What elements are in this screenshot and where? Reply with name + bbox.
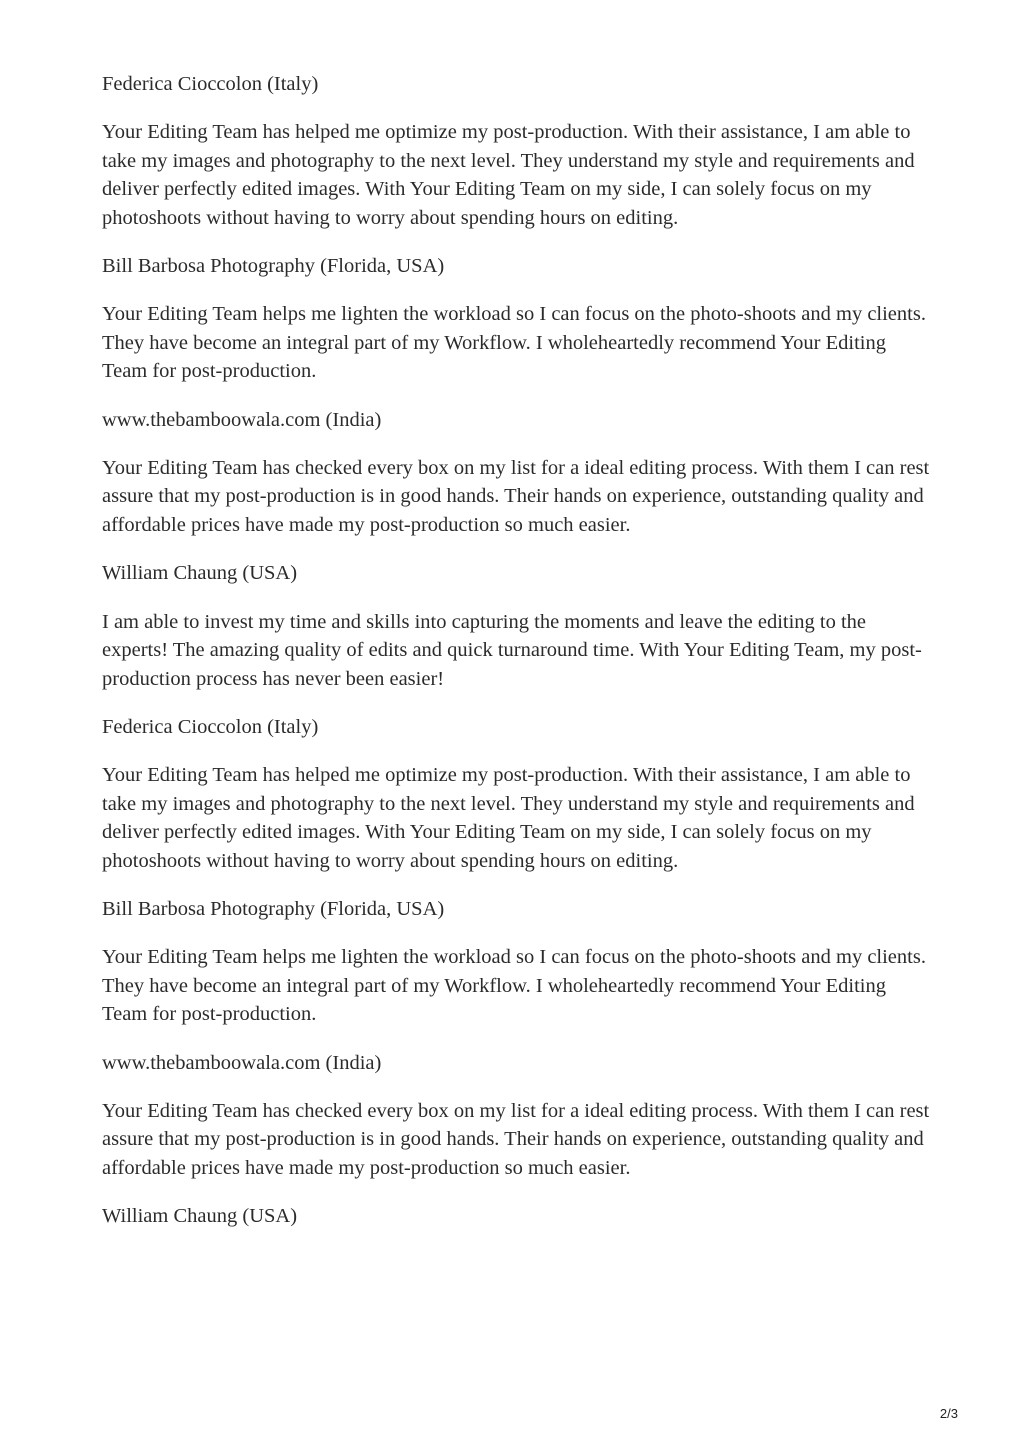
testimonial	[102, 559, 932, 693]
testimonial	[102, 70, 932, 232]
testimonial	[102, 713, 932, 875]
testimonial-quote: Your Editing Team helps me lighten the workload so I can focus on the photo-shoots and my clients. They have become an integral part of my Workflow. I wholeheartedly recommend Your Editing Team for post-production.	[102, 303, 926, 383]
testimonial-author: www.thebamboowala.com (India)	[102, 408, 382, 431]
testimonial	[102, 895, 932, 1029]
testimonial-quote: Your Editing Team has helped me optimize my post-production. With their assistance, I am able to take my images and photography to the next level. They understand my style and requirements and deliver perfectly edited images. With Your Editing Team on my side, I can solely focus on my photoshoots without having to worry about spending hours on editing.	[102, 121, 915, 229]
testimonial-author: Federica Cioccolon (Italy)	[102, 715, 319, 738]
testimonial-quote: Your Editing Team helps me lighten the workload so I can focus on the photo-shoots and my clients. They have become an integral part of my Workflow. I wholeheartedly recommend Your Editing Team for post-production.	[102, 946, 926, 1026]
testimonial-author: Bill Barbosa Photography (Florida, USA)	[102, 255, 445, 278]
testimonial	[102, 1202, 932, 1230]
testimonial-author: Federica Cioccolon (Italy)	[102, 73, 319, 95]
testimonial-author: William Chaung (USA)	[102, 562, 298, 585]
document-page	[102, 70, 932, 1251]
page-number: 2/3	[939, 1406, 958, 1421]
testimonial	[102, 406, 932, 540]
testimonial	[102, 252, 932, 386]
testimonial-author: Bill Barbosa Photography (Florida, USA)	[102, 897, 445, 920]
testimonial	[102, 1049, 932, 1183]
testimonial-author: www.thebamboowala.com (India)	[102, 1051, 382, 1074]
testimonial-quote: Your Editing Team has checked every box on my list for a ideal editing process. With them I can rest assure that my post-production is in good hands. Their hands on experience, outstanding quality and affordable prices have made my post-production so much easier.	[102, 1099, 930, 1179]
testimonial-quote: Your Editing Team has helped me optimize my post-production. With their assistance, I am able to take my images and photography to the next level. They understand my style and requirements and deliver perfectly edited images. With Your Editing Team on my side, I can solely focus on my photoshoots without having to worry about spending hours on editing.	[102, 764, 915, 872]
testimonial-quote: I am able to invest my time and skills into capturing the moments and leave the editing to the experts! The amazing quality of edits and quick turnaround time. With Your Editing Team, my post-production process has never been easier!	[102, 610, 922, 690]
testimonial-author: William Chaung (USA)	[102, 1205, 298, 1228]
testimonial-quote: Your Editing Team has checked every box on my list for a ideal editing process. With them I can rest assure that my post-production is in good hands. Their hands on experience, outstanding quality and affordable prices have made my post-production so much easier.	[102, 457, 930, 536]
